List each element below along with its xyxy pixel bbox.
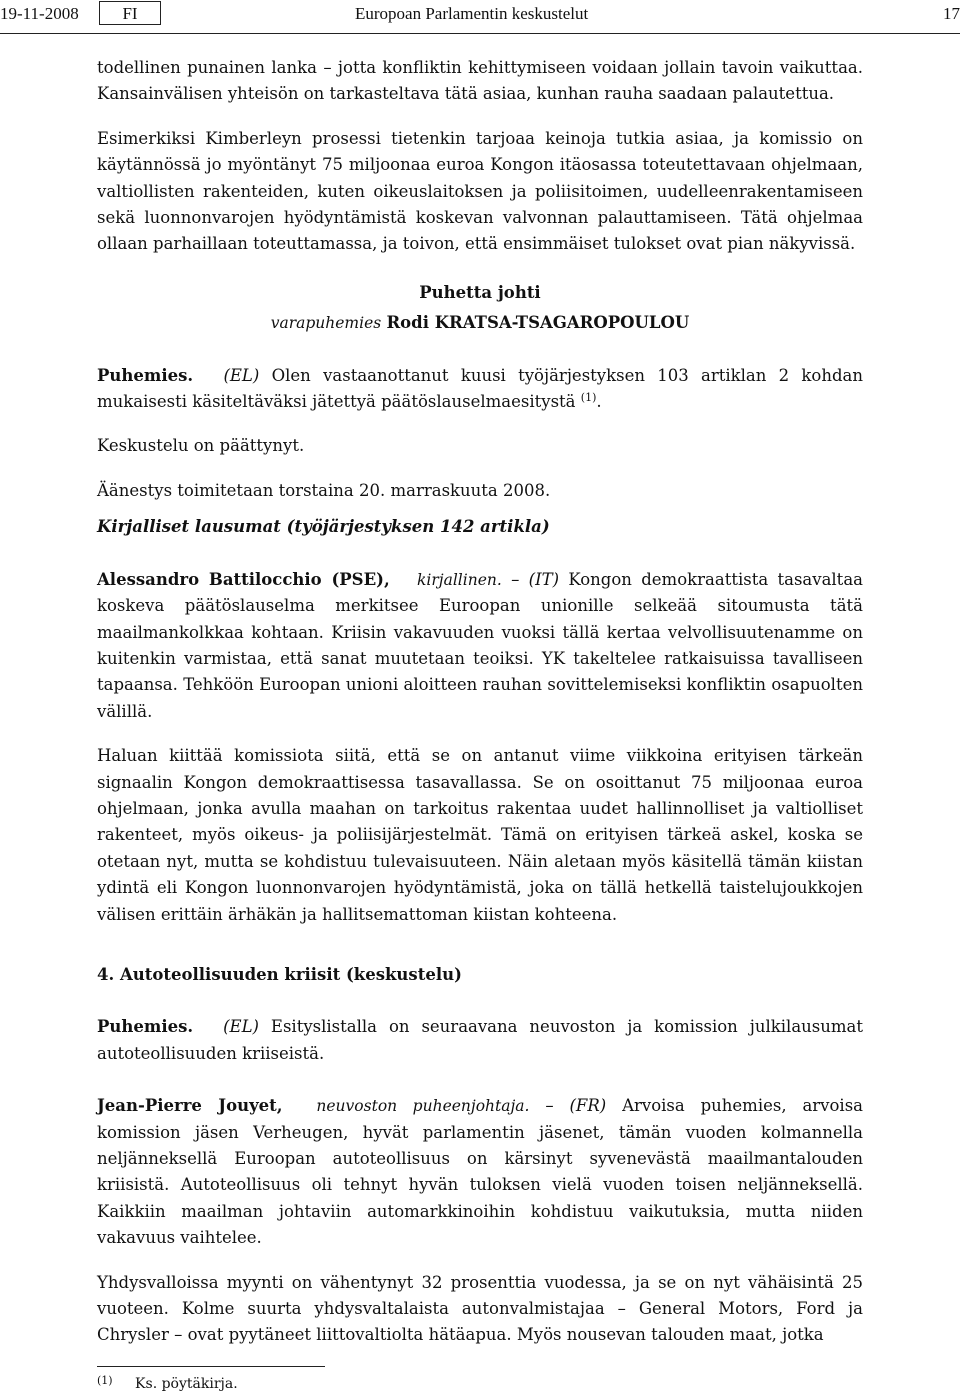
footnote-mark: (1) [97, 1374, 113, 1387]
page-number: 17 [943, 4, 960, 23]
speaker-name: Puhemies. [97, 365, 194, 385]
chair-name: Rodi KRATSA-TSAGAROPOULOU [386, 313, 690, 333]
footnote-ref[interactable]: (1) [580, 391, 597, 405]
speaker-role: kirjallinen. [417, 570, 502, 589]
vote-notice: Äänestys toimitetaan torstaina 20. marraskuuta 2008. [97, 480, 551, 500]
header-date: 19-11-2008 [0, 4, 79, 23]
president-statement-1 [97, 363, 863, 416]
document-body [97, 55, 863, 1349]
statement-end: . [596, 392, 602, 412]
statement-text: Olen vastaanottanut kuusi työjärjestyksen 103 artiklan 2 kohdan mukaisesti käsiteltäväksi jätettyä päätöslauselmaesitystä [97, 365, 864, 412]
written-statements-heading: Kirjalliset lausumat (työjärjestyksen 142 artikla) [97, 517, 550, 537]
language-tag: – (FR) [545, 1096, 607, 1116]
jouyet-statement-2: Yhdysvalloissa myynti on vähentynyt 32 prosenttia vuodessa, ja se on nyt vähäisintä 25 vuoteen. Kolme suurta yhdysvaltalaista autonvalmistajaa – General Motors, Ford ja Chrysler – ovat pyytäneet liittovaltiolta hätäapua. Myös nousevan talouden maat, jotka [97, 1272, 863, 1345]
debate-closed: Keskustelu on päättynyt. [97, 436, 305, 456]
footnote-rule [97, 1366, 325, 1367]
speaker-role: neuvoston puheenjohtaja. [316, 1097, 530, 1116]
language-badge: FI [99, 1, 161, 25]
header-rule [0, 33, 960, 34]
footnote [97, 1374, 238, 1392]
jouyet-statement [97, 1093, 863, 1251]
statement-text: Kongon demokraattista tasavaltaa koskeva päätöslauselma merkitsee Euroopan unionille selkeää sitoumusta tätä maailmankolkkaa kohtaan. Kriisin vakavuuden vuoksi tällä kertaa velvollisuutenamme on kuitenkin varmistaa, että sanat muutetaan teoiksi. YK takeltelee ratkaisuissa tavalliseen tapaansa. Tehköön Euroopan unioni aloitteen rauhan sovittelemiseksi konfliktin osapuolten välillä. [97, 569, 863, 721]
statement-text: Arvoisa puhemies, arvoisa komission jäsen Verheugen, hyvät parlamentin jäsenet, tämän vuoden kolmannella neljänneksellä Euroopan autoteollisuus on kärsinyt syvenevästä maailmantalouden kriisistä. Autoteollisuus oli tehnyt hyvän tuloksen vielä vuoden toisen neljänneksellä. Kaikkiin maailman johtaviin automarkkinoihin kohdistuu vaikutuksia, mutta niiden vakavuus vaihtelee. [97, 1096, 864, 1248]
speaker-name: Jean-Pierre Jouyet, [97, 1096, 283, 1116]
speaker-name: Puhemies. [97, 1017, 194, 1037]
page-header [0, 0, 960, 30]
president-statement-2 [97, 1014, 863, 1067]
footnote-text: Ks. pöytäkirja. [135, 1376, 238, 1392]
battilocchio-statement [97, 567, 863, 725]
chair-line: Puhetta johti [419, 282, 541, 302]
speaker-name: Alessandro Battilocchio (PSE), [97, 569, 390, 589]
paragraph-2: Esimerkiksi Kimberleyn prosessi tietenkin tarjoaa keinoja tutkia asiaa, ja komissio on käytännössä jo myöntänyt 75 miljoonaa euroa Kongon itäosassa toteutettavaan ohjelmaan, valtiollisten rakenteiden, kuten oikeuslaitoksen ja poliisitoimen, uudelleenrakentamiseen sekä luonnonvarojen hyödyntämistä koskevan valvonnan palauttamiseen. Tätä ohjelmaa ollaan parhaillaan toteuttamassa, ja toivon, että ensimmäiset tulokset ovat pian näkyvissä. [97, 128, 863, 254]
section-heading: 4. Autoteollisuuden kriisit (keskustelu) [97, 964, 462, 984]
chair-role: varapuhemies [270, 314, 382, 333]
header-title: Europoan Parlamentin keskustelut [355, 4, 589, 23]
statement-text: Esityslistalla on seuraavana neuvoston ja komission julkilausumat autoteollisuuden kriiseistä. [97, 1017, 863, 1063]
language-tag: (EL) [223, 365, 260, 385]
chair-name-line [97, 310, 863, 336]
language-tag: – (IT) [511, 569, 560, 589]
language-tag: (EL) [223, 1017, 259, 1037]
chair-block [97, 280, 863, 337]
paragraph-1: todellinen punainen lanka – jotta konfliktin kehittymiseen voidaan jollain tavoin vaikuttaa. Kansainvälisen yhteisön on tarkasteltava tätä asiaa, kunhan rauha saadaan palautettua. [97, 58, 863, 104]
battilocchio-statement-2: Haluan kiittää komissiota siitä, että se on antanut viime viikkoina erityisen tärkeän signaalin Kongon demokraattisessa tasavallassa. Se on osoittanut 75 miljoonaa euroa ohjelmaan, jonka avulla maahan on tarkoitus rakentaa uudet hallinnolliset ja valtiolliset rakenteet, myös oikeus- ja poliisijärjestelmät. Tämä on erityisen tärkeä askel, koska se otetaan nyt, mutta se kohdistuu tulevaisuuteen. Näin aletaan myös käsitellä tämän kiistan ydintä eli Kongon luonnonvarojen hyödyntämistä, joka on tällä hetkellä taistelujoukkojen välisen erittäin ärhäkän ja hallitsemattoman kiistan kohteena. [97, 746, 863, 924]
